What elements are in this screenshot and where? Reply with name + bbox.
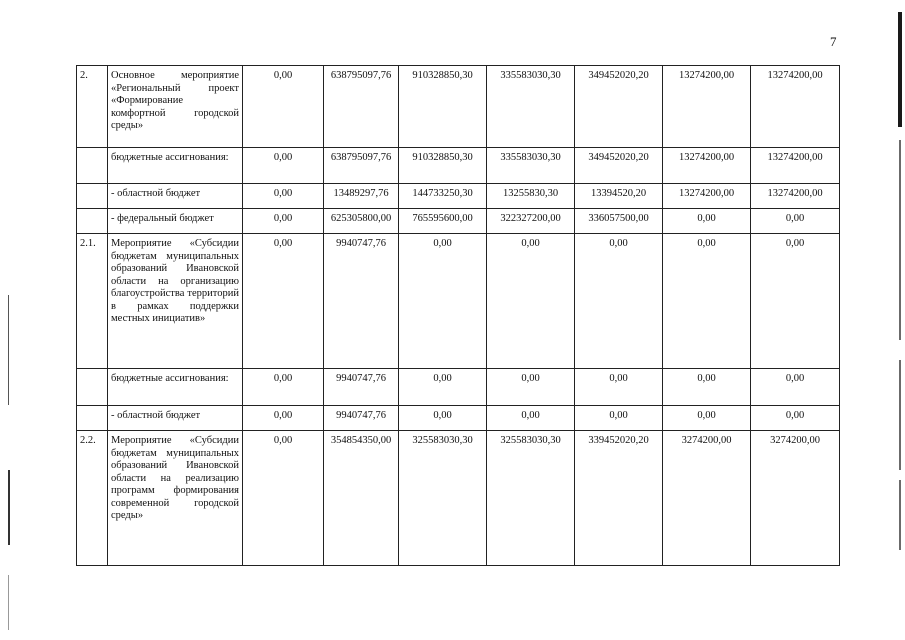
value-cell: 0,00 xyxy=(487,369,575,406)
value-cell: 0,00 xyxy=(243,184,324,209)
value-cell: 0,00 xyxy=(663,406,751,431)
value-cell: 0,00 xyxy=(243,234,324,369)
value-cell: 335583030,30 xyxy=(487,66,575,148)
value-cell: 322327200,00 xyxy=(487,209,575,234)
value-cell: 0,00 xyxy=(751,406,840,431)
value-cell: 0,00 xyxy=(243,406,324,431)
value-cell: 910328850,30 xyxy=(399,148,487,184)
value-cell: 13255830,30 xyxy=(487,184,575,209)
value-cell: 0,00 xyxy=(243,431,324,566)
row-number xyxy=(77,406,108,431)
value-cell: 0,00 xyxy=(243,209,324,234)
page-number: 7 xyxy=(830,34,837,49)
value-cell: 13489297,76 xyxy=(324,184,399,209)
row-number xyxy=(77,369,108,406)
value-cell: 13274200,00 xyxy=(751,66,840,148)
value-cell: 13274200,00 xyxy=(751,148,840,184)
table-row xyxy=(77,431,840,566)
table-row xyxy=(77,234,840,369)
value-cell: 335583030,30 xyxy=(487,148,575,184)
value-cell: 910328850,30 xyxy=(399,66,487,148)
value-cell: 0,00 xyxy=(243,66,324,148)
row-description: - областной бюджет xyxy=(108,184,243,209)
value-cell: 0,00 xyxy=(751,369,840,406)
value-cell: 9940747,76 xyxy=(324,369,399,406)
scan-left-mark xyxy=(8,575,9,630)
value-cell: 0,00 xyxy=(663,209,751,234)
table-row xyxy=(77,66,840,148)
value-cell: 144733250,30 xyxy=(399,184,487,209)
row-number: 2.1. xyxy=(77,234,108,369)
value-cell: 325583030,30 xyxy=(487,431,575,566)
table-row xyxy=(77,369,840,406)
value-cell: 13274200,00 xyxy=(751,184,840,209)
value-cell: 625305800,00 xyxy=(324,209,399,234)
row-description: Основное мероприятие «Региональный проект «Формирование комфортной городской среды» xyxy=(108,66,243,148)
value-cell: 13274200,00 xyxy=(663,184,751,209)
value-cell: 638795097,76 xyxy=(324,148,399,184)
value-cell: 0,00 xyxy=(243,369,324,406)
value-cell: 13274200,00 xyxy=(663,148,751,184)
scan-left-mark xyxy=(8,295,9,405)
row-description: бюджетные ассигнования: xyxy=(108,148,243,184)
value-cell: 336057500,00 xyxy=(575,209,663,234)
value-cell: 0,00 xyxy=(751,234,840,369)
row-description: бюджетные ассигнования: xyxy=(108,369,243,406)
value-cell: 9940747,76 xyxy=(324,234,399,369)
value-cell: 0,00 xyxy=(243,148,324,184)
value-cell: 339452020,20 xyxy=(575,431,663,566)
budget-table xyxy=(76,65,840,566)
value-cell: 13274200,00 xyxy=(663,66,751,148)
value-cell: 3274200,00 xyxy=(663,431,751,566)
scan-edge-speck xyxy=(899,140,901,340)
value-cell: 0,00 xyxy=(487,234,575,369)
row-description: Мероприятие «Субсидии бюджетам муниципальных образований Ивановской области на реализацию программ формирования современной городской среды» xyxy=(108,431,243,566)
value-cell: 349452020,20 xyxy=(575,66,663,148)
value-cell: 325583030,30 xyxy=(399,431,487,566)
scan-left-mark xyxy=(8,470,10,545)
value-cell: 0,00 xyxy=(487,406,575,431)
value-cell: 349452020,20 xyxy=(575,148,663,184)
value-cell: 0,00 xyxy=(751,209,840,234)
value-cell: 0,00 xyxy=(399,234,487,369)
value-cell: 3274200,00 xyxy=(751,431,840,566)
value-cell: 0,00 xyxy=(399,406,487,431)
scan-edge-speck xyxy=(899,360,901,470)
row-number xyxy=(77,148,108,184)
value-cell: 354854350,00 xyxy=(324,431,399,566)
row-description: - федеральный бюджет xyxy=(108,209,243,234)
row-description: - областной бюджет xyxy=(108,406,243,431)
row-number: 2. xyxy=(77,66,108,148)
value-cell: 0,00 xyxy=(575,369,663,406)
value-cell: 638795097,76 xyxy=(324,66,399,148)
table-row xyxy=(77,406,840,431)
row-description: Мероприятие «Субсидии бюджетам муниципальных образований Ивановской области на организацию благоустройства территорий в рамках поддержки местных инициатив» xyxy=(108,234,243,369)
row-number: 2.2. xyxy=(77,431,108,566)
value-cell: 0,00 xyxy=(575,234,663,369)
value-cell: 0,00 xyxy=(575,406,663,431)
value-cell: 0,00 xyxy=(663,234,751,369)
row-number xyxy=(77,209,108,234)
value-cell: 9940747,76 xyxy=(324,406,399,431)
table-row xyxy=(77,209,840,234)
value-cell: 0,00 xyxy=(399,369,487,406)
value-cell: 13394520,20 xyxy=(575,184,663,209)
row-number xyxy=(77,184,108,209)
scan-edge-bar xyxy=(898,12,902,127)
table-row xyxy=(77,184,840,209)
table-row xyxy=(77,148,840,184)
scan-edge-speck xyxy=(899,480,901,550)
value-cell: 0,00 xyxy=(663,369,751,406)
value-cell: 765595600,00 xyxy=(399,209,487,234)
